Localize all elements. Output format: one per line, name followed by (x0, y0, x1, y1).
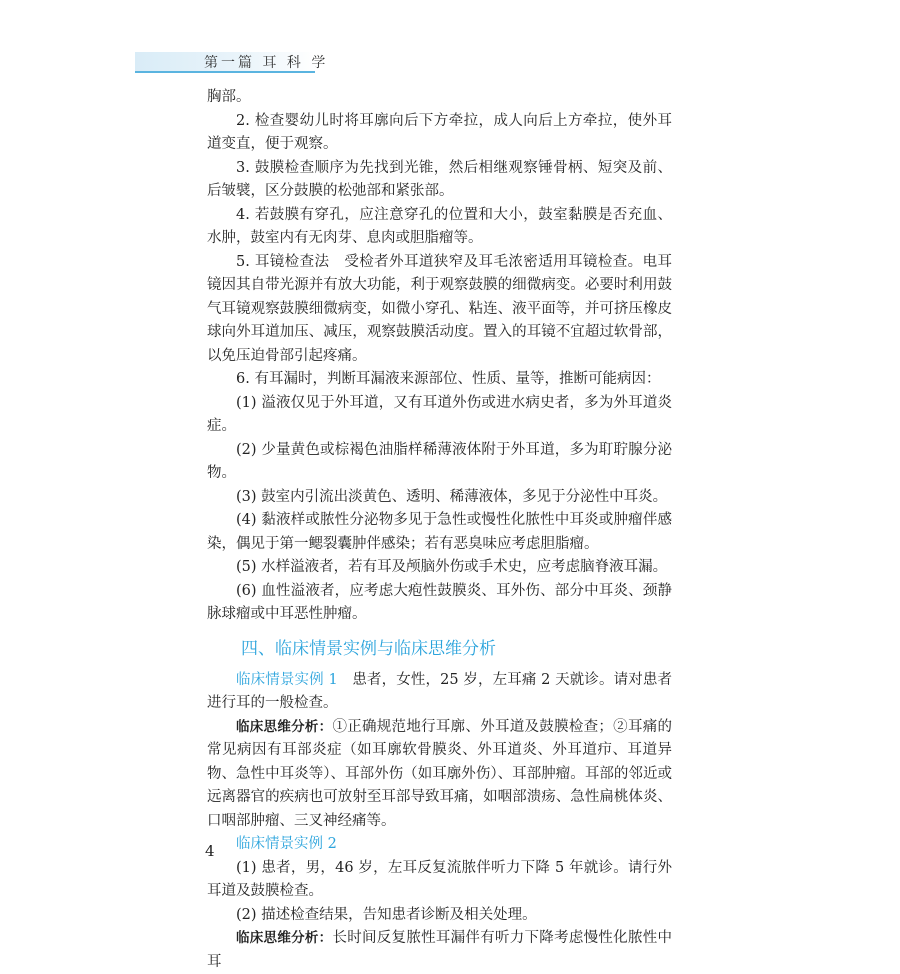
list-item: (5) 水样溢液者，若有耳及颅脑外伤或手术史，应考虑脑脊液耳漏。 (236, 559, 668, 575)
list-item: (4) 黏液样或脓性分泌物多见于急性或慢性化脓性中耳炎或肿瘤伴感染，偶见于第一鳃裂囊肿伴感染；若有恶臭味应考虑胆脂瘤。 (207, 512, 672, 552)
paragraph: 5. 耳镜检查法 受检者外耳道狭窄及耳毛浓密适用耳镜检查。电耳镜因其自带光源并有放大功能，利于观察鼓膜的细微病变。必要时利用鼓气耳镜观察鼓膜细微病变，如微小穿孔、粘连、液平面等，并可挤压橡皮球向外耳道加压、减压，观察鼓膜活动度。置入的耳镜不宜超过软骨部，以免压迫骨部引起疼痛。 (207, 253, 672, 364)
paragraph: 胸部。 (207, 89, 251, 105)
analysis-text: 长时间反复脓性耳漏伴有听力下降考虑慢性化脓性中耳 (207, 930, 673, 970)
analysis-label: 临床思维分析： (236, 718, 333, 735)
case-label: 临床情景实例 2 (236, 836, 337, 852)
list-item: (3) 鼓室内引流出淡黄色、透明、稀薄液体，多见于分泌性中耳炎。 (236, 488, 668, 505)
analysis-paragraph (207, 716, 672, 834)
case-paragraph (207, 669, 672, 716)
paragraph: 6. 有耳漏时，判断耳漏液来源部位、性质、量等，推断可能病因： (236, 371, 661, 387)
list-item: (1) 溢液仅见于外耳道，又有耳道外伤或进水病史者，多为外耳道炎症。 (207, 394, 672, 434)
analysis-label: 临床思维分析： (236, 930, 333, 946)
running-header: 第一篇 耳 科 学 (204, 55, 329, 71)
analysis-text: ①正确规范地行耳廓、外耳道及鼓膜检查；②耳痛的常见病因有耳部炎症（如耳廓软骨膜炎、外耳道炎、外耳道疖、耳道异物、急性中耳炎等）、耳部外伤（如耳廓外伤）、耳部肿瘤。耳部的邻近或远离器官的疾病也可放射至耳部导致耳痛，如咽部溃疡、急性扁桃体炎、口咽部肿瘤、三叉神经痛等。 (207, 718, 673, 829)
page-number: 4 (205, 842, 215, 860)
paragraph: 3. 鼓膜检查顺序为先找到光锥，然后相继观察锤骨柄、短突及前、后皱襞，区分鼓膜的松弛部和紧张部。 (207, 159, 672, 199)
case-item: (1) 患者，男，46 岁，左耳反复流脓伴听力下降 5 年就诊。请行外耳道及鼓膜检查。 (207, 859, 672, 899)
case-label: 临床情景实例 1 (236, 671, 338, 688)
analysis-paragraph (207, 927, 672, 974)
list-item: (2) 少量黄色或棕褐色油脂样稀薄液体附于外耳道，多为耵聍腺分泌物。 (207, 441, 672, 481)
list-item: (6) 血性溢液者，应考虑大疱性鼓膜炎、耳外伤、部分中耳炎、颈静脉球瘤或中耳恶性肿瘤。 (207, 582, 672, 622)
header-rule (135, 71, 315, 73)
case-text: 患者，女性，25 岁，左耳痛 2 天就诊。请对患者进行耳的一般检查。 (207, 671, 672, 711)
paragraph: 4. 若鼓膜有穿孔，应注意穿孔的位置和大小，鼓室黏膜是否充血、水肿，鼓室内有无肉芽、息肉或胆脂瘤等。 (207, 206, 672, 246)
section-heading: 四、临床情景实例与临床思维分析 (241, 638, 496, 659)
paragraph: 2. 检查婴幼儿时将耳廓向后下方牵拉，成人向后上方牵拉，使外耳道变直，便于观察。 (207, 112, 672, 152)
page-body (207, 86, 672, 974)
case-item: (2) 描述检查结果，告知患者诊断及相关处理。 (236, 906, 537, 923)
